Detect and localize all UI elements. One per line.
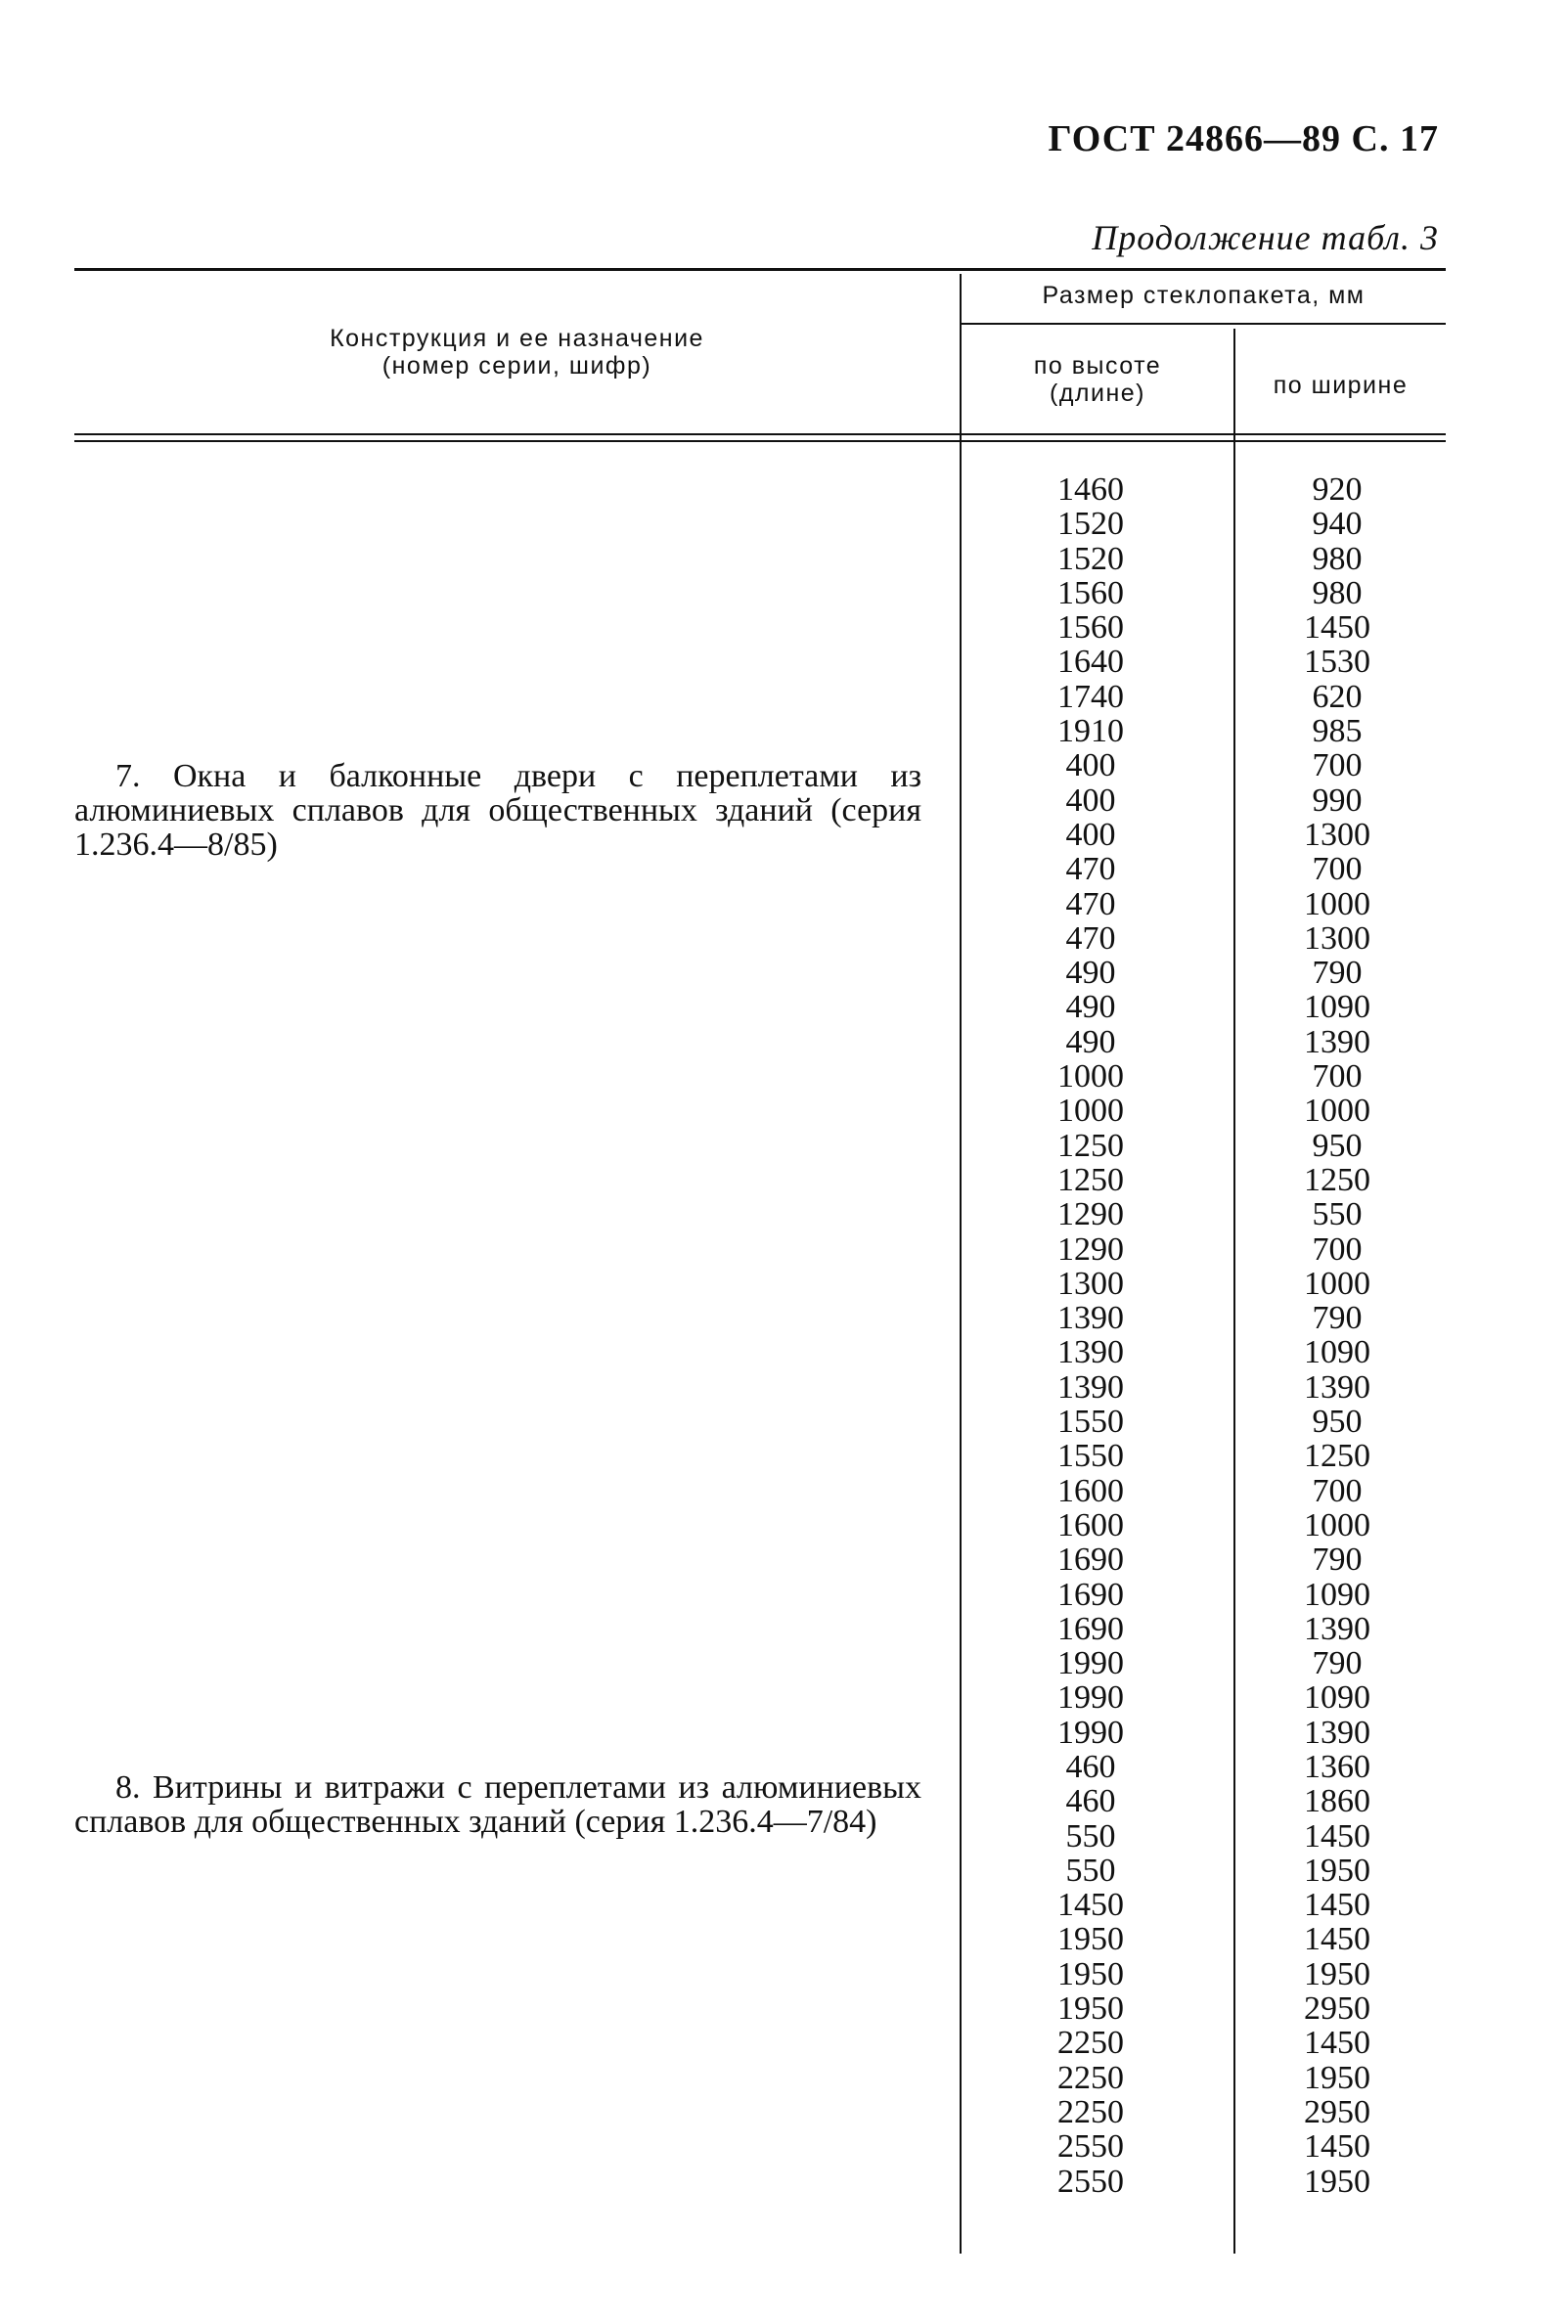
width-value: 950 bbox=[1312, 1127, 1363, 1164]
width-value: 1450 bbox=[1304, 1887, 1370, 1924]
width-value: 1530 bbox=[1304, 644, 1370, 681]
width-value: 1950 bbox=[1304, 1955, 1370, 1992]
height-value: 550 bbox=[1065, 1817, 1116, 1855]
height-value: 1390 bbox=[1057, 1368, 1124, 1406]
height-header-line1: по высоте bbox=[1033, 352, 1162, 380]
height-value: 490 bbox=[1065, 1023, 1116, 1060]
height-value: 1600 bbox=[1057, 1472, 1124, 1509]
width-value: 1390 bbox=[1304, 1714, 1370, 1751]
construction-header-line1: Конструкция и ее назначение bbox=[330, 325, 704, 352]
height-value: 490 bbox=[1065, 989, 1116, 1026]
construction-column-header bbox=[74, 325, 960, 380]
width-value: 1360 bbox=[1304, 1748, 1370, 1785]
width-value: 1090 bbox=[1304, 1334, 1370, 1371]
header-bottom-rule-2 bbox=[74, 440, 1446, 442]
height-value: 1550 bbox=[1057, 1438, 1124, 1475]
size-group-rule bbox=[960, 323, 1446, 325]
height-value: 1990 bbox=[1057, 1679, 1124, 1717]
height-value: 1740 bbox=[1057, 678, 1124, 715]
width-value: 550 bbox=[1312, 1196, 1363, 1233]
width-value: 700 bbox=[1312, 1472, 1363, 1509]
height-value: 1560 bbox=[1057, 609, 1124, 647]
height-value: 1000 bbox=[1057, 1058, 1124, 1095]
height-value: 2250 bbox=[1057, 2059, 1124, 2096]
width-value: 790 bbox=[1312, 955, 1363, 992]
width-value: 1950 bbox=[1304, 1852, 1370, 1889]
width-value: 1860 bbox=[1304, 1783, 1370, 1820]
height-value: 1990 bbox=[1057, 1645, 1124, 1682]
height-value: 2250 bbox=[1057, 2093, 1124, 2130]
height-column-header bbox=[962, 352, 1233, 407]
height-value: 1300 bbox=[1057, 1265, 1124, 1302]
height-value: 1390 bbox=[1057, 1300, 1124, 1337]
height-value: 2550 bbox=[1057, 2163, 1124, 2200]
width-value: 700 bbox=[1312, 1058, 1363, 1095]
height-value: 1910 bbox=[1057, 713, 1124, 750]
table-continuation-label: Продолжение табл. 3 bbox=[1092, 218, 1439, 257]
width-value: 1450 bbox=[1304, 609, 1370, 647]
height-value: 460 bbox=[1065, 1748, 1116, 1785]
height-value: 1250 bbox=[1057, 1161, 1124, 1198]
width-value: 2950 bbox=[1304, 1990, 1370, 2028]
width-value: 920 bbox=[1312, 471, 1363, 508]
width-value: 1950 bbox=[1304, 2163, 1370, 2200]
width-value: 1450 bbox=[1304, 2025, 1370, 2062]
width-value: 1090 bbox=[1304, 989, 1370, 1026]
width-value: 700 bbox=[1312, 747, 1363, 784]
height-header-line2: (длине) bbox=[1050, 380, 1145, 407]
height-value: 1450 bbox=[1057, 1887, 1124, 1924]
width-value: 790 bbox=[1312, 1542, 1363, 1579]
width-value: 700 bbox=[1312, 851, 1363, 888]
width-value: 1000 bbox=[1304, 885, 1370, 922]
width-value: 980 bbox=[1312, 574, 1363, 611]
width-value: 1950 bbox=[1304, 2059, 1370, 2096]
height-value: 550 bbox=[1065, 1852, 1116, 1889]
height-value: 1290 bbox=[1057, 1230, 1124, 1268]
width-value: 700 bbox=[1312, 1230, 1363, 1268]
table-column-divider-2 bbox=[1233, 329, 1235, 2254]
width-value: 1450 bbox=[1304, 1921, 1370, 1958]
height-value: 1560 bbox=[1057, 574, 1124, 611]
width-value: 1300 bbox=[1304, 816, 1370, 853]
width-values-column bbox=[1283, 472, 1391, 2199]
height-value: 1390 bbox=[1057, 1334, 1124, 1371]
width-value: 1000 bbox=[1304, 1093, 1370, 1130]
height-value: 1460 bbox=[1057, 471, 1124, 508]
height-value: 1520 bbox=[1057, 540, 1124, 577]
height-value: 1950 bbox=[1057, 1990, 1124, 2028]
height-value: 400 bbox=[1065, 816, 1116, 853]
height-value: 400 bbox=[1065, 782, 1116, 819]
width-value: 1390 bbox=[1304, 1368, 1370, 1406]
width-value: 1390 bbox=[1304, 1610, 1370, 1647]
width-value: 1090 bbox=[1304, 1576, 1370, 1613]
height-value: 400 bbox=[1065, 747, 1116, 784]
width-value: 2950 bbox=[1304, 2093, 1370, 2130]
height-value: 470 bbox=[1065, 919, 1116, 957]
table-column-divider-1 bbox=[960, 274, 962, 2254]
size-group-header: Размер стеклопакета, мм bbox=[1042, 282, 1366, 309]
height-value: 460 bbox=[1065, 1783, 1116, 1820]
height-value: 1640 bbox=[1057, 644, 1124, 681]
width-column-header: по ширине bbox=[1273, 372, 1409, 399]
width-value: 1450 bbox=[1304, 1817, 1370, 1855]
width-value: 790 bbox=[1312, 1645, 1363, 1682]
height-value: 1690 bbox=[1057, 1610, 1124, 1647]
height-value: 1520 bbox=[1057, 506, 1124, 543]
height-value: 1690 bbox=[1057, 1576, 1124, 1613]
width-value: 1000 bbox=[1304, 1506, 1370, 1543]
height-value: 2550 bbox=[1057, 2128, 1124, 2166]
section-7-description: 7. Окна и балконные двери с переплетами из алюминиевых сплавов для общественных зданий (серия 1.236.4—8/85) bbox=[74, 758, 921, 863]
height-value: 2250 bbox=[1057, 2025, 1124, 2062]
width-value: 985 bbox=[1312, 713, 1363, 750]
width-value: 1450 bbox=[1304, 2128, 1370, 2166]
height-value: 490 bbox=[1065, 955, 1116, 992]
height-value: 470 bbox=[1065, 885, 1116, 922]
section-8-description: 8. Витрины и витражи с переплетами из алюминиевых сплавов для общественных зданий (серия 1.236.4—7/84) bbox=[74, 1769, 921, 1840]
height-value: 1290 bbox=[1057, 1196, 1124, 1233]
construction-header-line2: (номер серии, шифр) bbox=[381, 352, 652, 380]
width-value: 1390 bbox=[1304, 1023, 1370, 1060]
height-value: 1950 bbox=[1057, 1955, 1124, 1992]
height-values-column bbox=[1037, 472, 1144, 2199]
width-value: 1000 bbox=[1304, 1265, 1370, 1302]
height-value: 1250 bbox=[1057, 1127, 1124, 1164]
width-value: 1090 bbox=[1304, 1679, 1370, 1717]
height-value: 470 bbox=[1065, 851, 1116, 888]
width-value: 950 bbox=[1312, 1404, 1363, 1441]
width-value: 790 bbox=[1312, 1300, 1363, 1337]
height-value: 1690 bbox=[1057, 1542, 1124, 1579]
width-value: 1250 bbox=[1304, 1161, 1370, 1198]
width-value: 1300 bbox=[1304, 919, 1370, 957]
height-value: 1600 bbox=[1057, 1506, 1124, 1543]
width-value: 620 bbox=[1312, 678, 1363, 715]
height-value: 1950 bbox=[1057, 1921, 1124, 1958]
page-header: ГОСТ 24866—89 С. 17 bbox=[1048, 118, 1439, 159]
height-value: 1550 bbox=[1057, 1404, 1124, 1441]
height-value: 1000 bbox=[1057, 1093, 1124, 1130]
table-top-rule bbox=[74, 268, 1446, 271]
header-bottom-rule-1 bbox=[74, 433, 1446, 435]
width-value: 940 bbox=[1312, 506, 1363, 543]
width-value: 980 bbox=[1312, 540, 1363, 577]
width-value: 1250 bbox=[1304, 1438, 1370, 1475]
height-value: 1990 bbox=[1057, 1714, 1124, 1751]
width-value: 990 bbox=[1312, 782, 1363, 819]
